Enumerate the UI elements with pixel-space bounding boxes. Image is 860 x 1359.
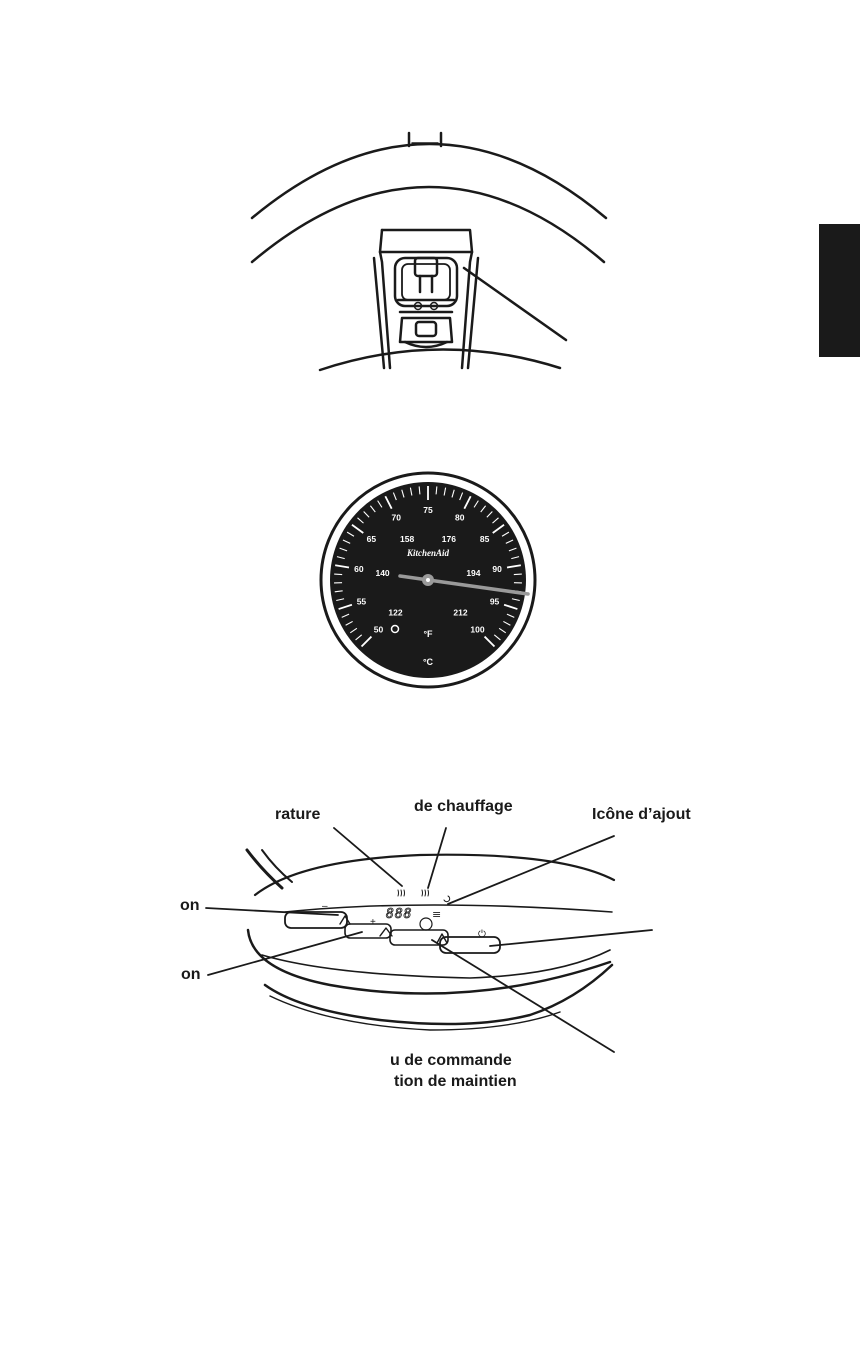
gauge-outer-label: 85 <box>479 533 490 544</box>
gauge-tick <box>436 486 437 494</box>
label-heating: de chauffage <box>414 798 513 815</box>
minus-symbol: – <box>322 901 328 912</box>
power-icon: ⏻ <box>478 929 486 940</box>
gauge-outer-label: 75 <box>423 505 433 515</box>
display-unit: ≡ <box>432 908 442 921</box>
label-left-upper: on <box>180 897 200 914</box>
gauge-unit-f: °F <box>423 629 433 639</box>
gauge-tick <box>334 574 342 575</box>
gauge-outer-label: 90 <box>492 564 502 575</box>
gauge-outer-label: 100 <box>470 624 485 635</box>
control-panel-illustration <box>0 830 860 1070</box>
gauge-tick <box>419 486 420 494</box>
label-left-lower: on <box>181 966 201 983</box>
label-add-icon: Icône d’ajout <box>592 806 691 823</box>
gauge-inner-label: 194 <box>466 567 481 578</box>
label-temperature: rature <box>275 806 321 823</box>
gauge-inner-label: 212 <box>453 607 468 618</box>
gauge-outer-label: 60 <box>354 564 364 575</box>
gauge-tick <box>514 574 522 575</box>
gauge-brand: KitchenAid <box>406 548 450 558</box>
label-control-line-2: tion de maintien <box>394 1073 517 1090</box>
gauge-inner-label: 122 <box>388 607 403 618</box>
gauge-outer-label: 65 <box>366 533 377 544</box>
gauge-inner-label: 176 <box>441 534 456 545</box>
gauge-inner-label: 158 <box>400 534 415 545</box>
gauge-outer-label: 50 <box>373 624 384 635</box>
gauge-inner-label: 140 <box>375 567 390 578</box>
gauge-outer-label: 80 <box>455 512 465 523</box>
plus-symbol: + <box>370 917 376 928</box>
gauge-outer-label: 95 <box>489 596 500 607</box>
thermometer-gauge <box>0 470 860 695</box>
gauge-outer-label: 70 <box>391 512 401 523</box>
gauge-outer-label: 55 <box>356 596 367 607</box>
lid-latch-illustration <box>0 120 860 380</box>
display-digits: 888 <box>386 907 413 922</box>
gauge-unit-c: °C <box>422 657 434 667</box>
label-control-line-1: u de commande <box>390 1052 512 1069</box>
